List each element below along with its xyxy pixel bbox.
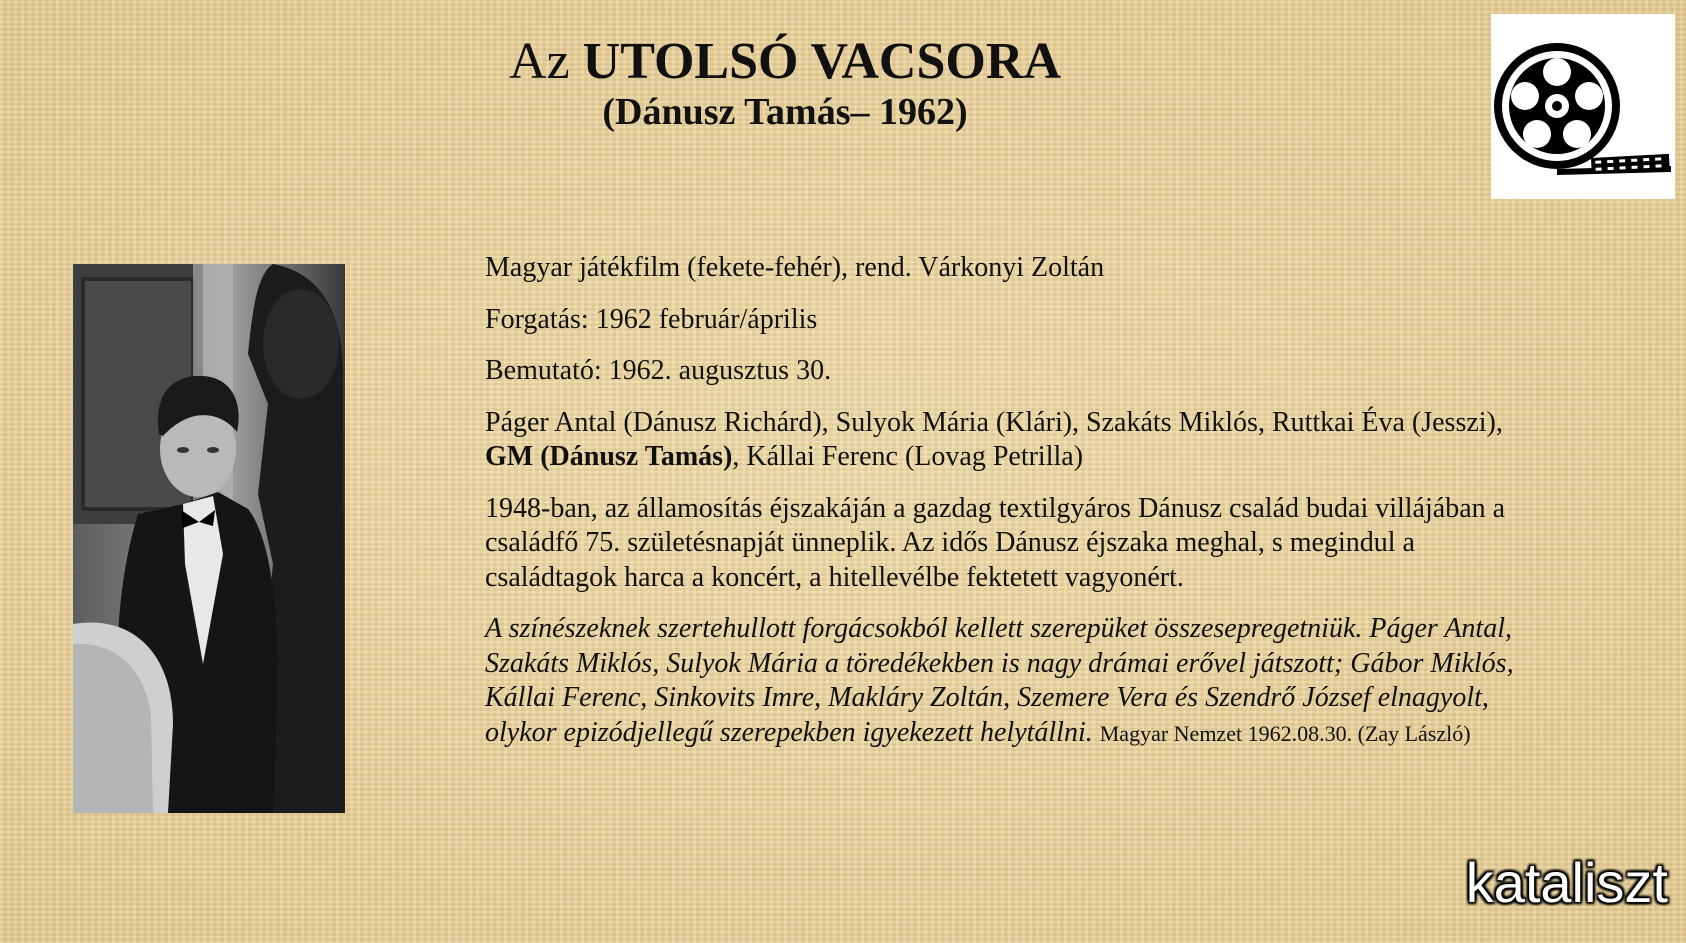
review-source: Magyar Nemzet 1962.08.30. (Zay László) [1099, 720, 1471, 746]
review-paragraph [485, 612, 1545, 751]
actor-photo [73, 264, 345, 813]
page-subtitle: (Dánusz Tamás– 1962) [602, 91, 968, 133]
cast-paragraph [485, 406, 1545, 475]
cast-text-1: Páger Antal (Dánusz Richárd), Sulyok Mária (Klári), Szakáts Miklós, Ruttkai Éva (Jesszi), [485, 406, 1503, 438]
film-info [485, 251, 1545, 768]
premiere-line: Bemutató: 1962. augusztus 30. [485, 355, 832, 386]
film-reel-icon [1491, 14, 1675, 199]
title-prefix: Az [509, 33, 570, 90]
brand-logo: kataliszt [1465, 851, 1668, 914]
synopsis-paragraph: 1948-ban, az államosítás éjszakáján a gazdag textilgyáros Dánusz család budai villájában a családfő 75. születésnapját ünneplik. Az idős Dánusz éjszaka meghal, s megindul a családtagok harca a koncért, a hitellevélbe fektetett vagyonért. [485, 492, 1506, 593]
film-type-line: Magyar játékfilm (fekete-fehér), rend. Várkonyi Zoltán [485, 252, 1105, 283]
cast-highlight: GM (Dánusz Tamás) [485, 441, 733, 472]
shooting-line: Forgatás: 1962 február/április [485, 303, 818, 335]
page-title [0, 30, 1570, 94]
title-main: UTOLSÓ VACSORA [582, 33, 1061, 90]
cast-text-2: , Kállai Ferenc (Lovag Petrilla) [732, 441, 1084, 472]
review-quote: A színészeknek szertehullott forgácsokból kellett szerepüket összesepregetniük. Páger Antal, Szakáts Miklós, Sulyok Mária a töredékekben is nagy drámai erővel játszott; Gábor Miklós, Kállai Ferenc, Sinkovits Imre, Makláry Zoltán, Szemere Vera és Szendrő József elnagyolt, olykor epizódjellegű szerepekben igyekezett helytállni. [485, 613, 1514, 748]
